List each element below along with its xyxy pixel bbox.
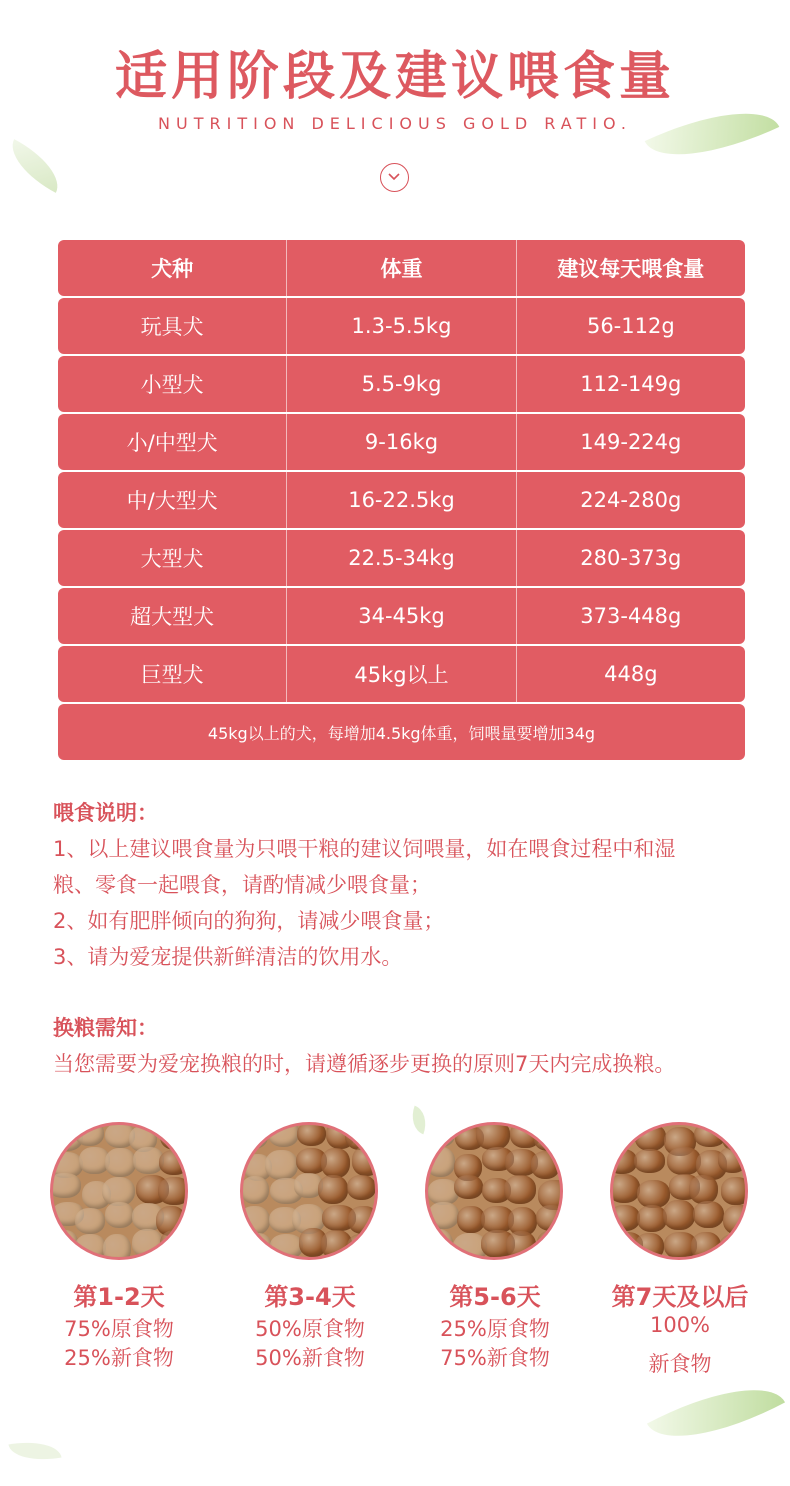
old-kibble: [105, 1202, 134, 1228]
new-kibble: [537, 1230, 563, 1257]
leaf-icon: [8, 1436, 61, 1466]
stage-title: 第7天及以后: [611, 1283, 749, 1311]
old-kibble: [426, 1122, 455, 1147]
table-row: [58, 530, 745, 586]
stage-new-food: 25%新食物: [64, 1346, 174, 1370]
new-kibble: [347, 1175, 377, 1201]
old-kibble: [241, 1176, 269, 1204]
old-kibble: [265, 1150, 298, 1180]
breed-cell: 小型犬: [140, 373, 204, 397]
new-kibble: [536, 1205, 563, 1231]
column-header-breed: 犬种: [151, 257, 194, 281]
stage-old-food: 25%原食物: [440, 1317, 550, 1341]
weight-cell: 34-45kg: [286, 588, 515, 644]
new-kibble: [159, 1150, 188, 1175]
amount-cell: 224-280g: [516, 472, 745, 528]
new-kibble: [506, 1231, 536, 1260]
table-row: [58, 356, 745, 412]
new-kibble: [610, 1205, 640, 1231]
stage-new-food: 75%新食物: [440, 1346, 550, 1370]
new-kibble: [723, 1205, 748, 1235]
old-kibble: [75, 1234, 107, 1260]
breed-cell: 中/大型犬: [126, 489, 218, 513]
new-kibble: [504, 1175, 536, 1204]
old-kibble: [243, 1233, 273, 1260]
old-kibble: [425, 1229, 453, 1259]
breed-cell: 小/中型犬: [126, 431, 218, 455]
old-kibble: [268, 1122, 300, 1147]
new-kibble: [719, 1234, 748, 1260]
page-subtitle: NUTRITION DELICIOUS GOLD RATIO.: [158, 114, 632, 133]
new-kibble: [297, 1122, 326, 1146]
amount-cell: 280-373g: [516, 530, 745, 586]
table-row: [58, 414, 745, 470]
breed-cell: 玩具犬: [140, 315, 204, 339]
stage-title: 第5-6天: [449, 1283, 541, 1311]
new-kibble: [531, 1151, 561, 1179]
new-kibble: [158, 1177, 188, 1205]
breed-cell: 巨型犬: [140, 663, 204, 687]
old-kibble: [132, 1229, 163, 1258]
feeding-notes: [53, 797, 763, 975]
old-kibble: [103, 1234, 132, 1260]
new-kibble: [637, 1180, 670, 1208]
breed-cell: 超大型犬: [130, 605, 215, 629]
new-kibble: [718, 1147, 748, 1173]
old-kibble: [240, 1206, 270, 1235]
new-kibble: [689, 1175, 718, 1205]
new-kibble: [318, 1175, 348, 1204]
old-kibble: [50, 1173, 81, 1198]
column-header-weight: 体重: [286, 240, 515, 296]
new-kibble: [352, 1146, 378, 1176]
new-kibble: [693, 1201, 725, 1228]
food-mix-image: [425, 1122, 563, 1260]
table-row: [58, 646, 745, 702]
chevron-down-icon: [380, 163, 409, 192]
table-row: [58, 298, 745, 354]
switch-notes: [53, 1012, 773, 1082]
new-kibble: [476, 1122, 510, 1150]
old-kibble: [105, 1148, 136, 1177]
old-kibble: [428, 1202, 459, 1229]
breed-cell: 大型犬: [140, 547, 204, 571]
new-kibble: [321, 1148, 350, 1178]
new-kibble: [635, 1124, 666, 1151]
page-title: 适用阶段及建议喂食量: [114, 47, 675, 107]
old-kibble: [75, 1122, 104, 1146]
stage-title: 第3-4天: [264, 1283, 356, 1311]
new-kibble: [347, 1234, 376, 1260]
feeding-note-line: 粮、零食一起喂食，请酌情减少喂食量；: [53, 873, 431, 897]
new-kibble: [663, 1200, 694, 1230]
stage-new-food: 新食物: [648, 1352, 712, 1376]
table-header-row: [58, 240, 745, 296]
amount-cell: 373-448g: [516, 588, 745, 644]
new-kibble: [634, 1149, 665, 1173]
new-kibble: [691, 1232, 721, 1260]
weight-cell: 45kg以上: [286, 646, 515, 702]
old-kibble: [426, 1147, 455, 1176]
old-kibble: [75, 1208, 105, 1234]
amount-cell: 56-112g: [516, 298, 745, 354]
amount-cell: 448g: [516, 646, 745, 702]
stage-old-food: 100%: [649, 1313, 711, 1337]
leaf-icon: [1, 139, 69, 193]
food-mix-image: [240, 1122, 378, 1260]
food-mix-image: [610, 1122, 748, 1260]
weight-cell: 9-16kg: [286, 414, 515, 470]
table-footnote: 45kg以上的犬，每增加4.5kg体重，饲喂量要增加34g: [58, 704, 745, 760]
switch-notes-heading: 换粮需知：: [53, 1016, 158, 1040]
new-kibble: [160, 1230, 188, 1257]
feeding-note-line: 2、如有肥胖倾向的狗狗，请减少喂食量；: [53, 909, 445, 933]
weight-cell: 22.5-34kg: [286, 530, 515, 586]
new-kibble: [348, 1206, 378, 1234]
new-kibble: [534, 1127, 563, 1152]
feeding-table: [58, 240, 745, 760]
feeding-notes-heading: 喂食说明：: [53, 801, 158, 825]
table-row: [58, 588, 745, 644]
stage-new-food: 50%新食物: [255, 1346, 365, 1370]
table-row: [58, 472, 745, 528]
new-kibble: [610, 1149, 637, 1174]
weight-cell: 16-22.5kg: [286, 472, 515, 528]
old-kibble: [50, 1230, 78, 1256]
stage-old-food: 75%原食物: [64, 1317, 174, 1341]
new-kibble: [610, 1174, 640, 1202]
new-kibble: [160, 1122, 188, 1150]
old-kibble: [240, 1122, 268, 1149]
amount-cell: 112-149g: [516, 356, 745, 412]
food-mix-image: [50, 1122, 188, 1260]
old-kibble: [270, 1234, 303, 1259]
stage-old-food: 50%原食物: [255, 1317, 365, 1341]
new-kibble: [635, 1233, 664, 1260]
stage-title: 第1-2天: [73, 1283, 165, 1311]
new-kibble: [454, 1175, 484, 1199]
switch-notes-text: 当您需要为爱宠换粮的时，请遵循逐步更换的原则7天内完成换粮。: [53, 1052, 676, 1076]
weight-cell: 1.3-5.5kg: [286, 298, 515, 354]
weight-cell: 5.5-9kg: [286, 356, 515, 412]
column-header-daily-amount: 建议每天喂食量: [516, 240, 745, 296]
feeding-note-line: 3、请为爱宠提供新鲜清洁的饮用水。: [53, 945, 403, 969]
amount-cell: 149-224g: [516, 414, 745, 470]
feeding-note-line: 1、以上建议喂食量为只喂干粮的建议饲喂量，如在喂食过程中和湿: [53, 837, 676, 861]
new-kibble: [721, 1177, 748, 1204]
